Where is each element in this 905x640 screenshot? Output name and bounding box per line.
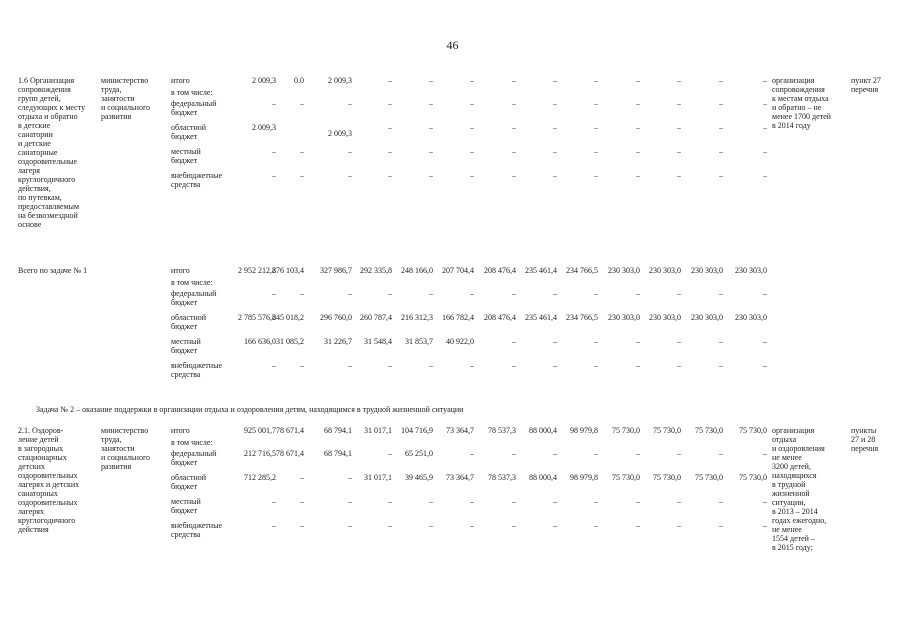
funding-value-cell: – <box>763 171 767 180</box>
funding-value-cell: 75 730,0 <box>739 473 767 482</box>
funding-value-cell: – <box>300 99 304 108</box>
funding-source-label: внебюджетные средства <box>171 171 222 189</box>
funding-value-cell: – <box>553 449 557 458</box>
funding-source-label: внебюджетные средства <box>171 521 222 539</box>
funding-value-cell: 216 312,3 <box>401 313 433 322</box>
funding-value-cell: – <box>677 521 681 530</box>
funding-value-cell: – <box>594 337 598 346</box>
funding-value-cell: – <box>348 361 352 370</box>
funding-value-cell: – <box>512 76 516 85</box>
funding-value-cell: – <box>763 76 767 85</box>
funding-value-cell: – <box>763 337 767 346</box>
funding-value-cell: – <box>763 497 767 506</box>
funding-value-cell: 230 303,0 <box>608 266 640 275</box>
funding-value-cell: – <box>272 99 276 108</box>
funding-value-cell: – <box>300 497 304 506</box>
funding-value-cell: 276 103,4 <box>272 266 304 275</box>
funding-value-cell: – <box>388 99 392 108</box>
funding-value-cell: – <box>553 337 557 346</box>
funding-value-cell: – <box>388 147 392 156</box>
measure-name: Всего по задаче № 1 <box>18 266 88 275</box>
funding-value-cell: 235 461,4 <box>525 313 557 322</box>
funding-value-cell: 230 303,0 <box>649 313 681 322</box>
funding-source-label: федеральный бюджет <box>171 449 217 467</box>
funding-value-cell: – <box>512 521 516 530</box>
funding-value-cell: – <box>636 289 640 298</box>
funding-value-cell: 65 251,0 <box>405 449 433 458</box>
funding-value-cell: – <box>429 497 433 506</box>
funding-value-cell: – <box>429 361 433 370</box>
funding-value-cell: – <box>553 497 557 506</box>
funding-value-cell: – <box>553 76 557 85</box>
funding-value-cell: – <box>719 147 723 156</box>
funding-value-cell: 31 017,1 <box>364 473 392 482</box>
funding-value-cell: 75 730,0 <box>653 473 681 482</box>
funding-value-cell: 31 548,4 <box>364 337 392 346</box>
funding-value-cell: 98 979,8 <box>570 473 598 482</box>
funding-value-cell: – <box>677 76 681 85</box>
funding-value-cell: – <box>470 123 474 132</box>
funding-value-cell: 31 853,7 <box>405 337 433 346</box>
funding-value-cell: 212 716,5 <box>244 449 276 458</box>
funding-value-cell: – <box>763 449 767 458</box>
funding-value-cell: – <box>677 147 681 156</box>
funding-value-cell: – <box>388 289 392 298</box>
funding-value-cell: 75 730,0 <box>612 473 640 482</box>
funding-value-cell: – <box>677 171 681 180</box>
funding-value-cell: – <box>512 171 516 180</box>
funding-source-label: итого <box>171 426 190 435</box>
funding-value-cell: 2 952 212,8 <box>238 266 276 275</box>
funding-value-cell: 88 000,4 <box>529 426 557 435</box>
funding-value-cell: – <box>636 361 640 370</box>
funding-value-cell: – <box>348 99 352 108</box>
task-2-heading: Задача № 2 – оказание поддержки в организации отдыха и оздоровления детям, находящимся в трудной жизненной ситуации <box>36 405 464 414</box>
funding-value-cell: – <box>388 449 392 458</box>
funding-value-cell: – <box>636 337 640 346</box>
funding-value-cell: – <box>677 361 681 370</box>
funding-value-cell: – <box>636 449 640 458</box>
measure-name: 2.1. Оздоров- ление детей в загородных стационарных детских оздоровительных лагерях и детских санаторных оздоровительных лагерях круглогодичного действия <box>18 426 80 534</box>
funding-value-cell: – <box>553 147 557 156</box>
funding-value-cell: – <box>348 473 352 482</box>
funding-value-cell: – <box>388 361 392 370</box>
funding-value-cell: – <box>677 123 681 132</box>
funding-value-cell: – <box>429 99 433 108</box>
funding-value-cell: – <box>636 497 640 506</box>
funding-value-cell: – <box>719 99 723 108</box>
funding-value-cell: – <box>272 361 276 370</box>
funding-value-cell: – <box>470 289 474 298</box>
funding-value-cell: – <box>763 99 767 108</box>
funding-value-cell: – <box>272 521 276 530</box>
funding-value-cell: 2 009,3 <box>252 123 276 132</box>
funding-value-cell: – <box>594 171 598 180</box>
funding-value-cell: – <box>512 289 516 298</box>
funding-value-cell: 234 766,5 <box>566 313 598 322</box>
funding-value-cell: – <box>348 497 352 506</box>
funding-value-cell: – <box>388 497 392 506</box>
funding-value-cell: 75 730,0 <box>612 426 640 435</box>
funding-value-cell: – <box>594 521 598 530</box>
funding-value-cell: – <box>470 521 474 530</box>
funding-value-cell: – <box>677 289 681 298</box>
funding-value-cell: – <box>300 473 304 482</box>
funding-value-cell: 2 009,3 <box>328 129 352 138</box>
funding-value-cell: – <box>719 497 723 506</box>
funding-value-cell: – <box>388 123 392 132</box>
funding-value-cell: – <box>594 449 598 458</box>
funding-value-cell: – <box>300 171 304 180</box>
funding-source-label: областной бюджет <box>171 313 207 331</box>
funding-value-cell: – <box>763 361 767 370</box>
funding-value-cell: 98 979,8 <box>570 426 598 435</box>
funding-source-label: внебюджетные средства <box>171 361 222 379</box>
funding-value-cell: 0.0 <box>294 76 304 85</box>
funding-value-cell: 73 364,7 <box>446 426 474 435</box>
funding-value-cell: – <box>470 171 474 180</box>
funding-value-cell: – <box>429 123 433 132</box>
funding-value-cell: – <box>553 361 557 370</box>
funding-value-cell: 88 000,4 <box>529 473 557 482</box>
funding-value-cell: – <box>677 449 681 458</box>
funding-value-cell: – <box>719 123 723 132</box>
funding-value-cell: 2 009,3 <box>328 76 352 85</box>
funding-value-cell: 208 476,4 <box>484 313 516 322</box>
funding-value-cell: – <box>512 147 516 156</box>
funding-value-cell: – <box>719 361 723 370</box>
funding-value-cell: – <box>348 289 352 298</box>
funding-value-cell: – <box>763 123 767 132</box>
funding-value-cell: 230 303,0 <box>735 313 767 322</box>
funding-value-cell: 235 461,4 <box>525 266 557 275</box>
funding-value-cell: – <box>594 361 598 370</box>
funding-value-cell: 230 303,0 <box>735 266 767 275</box>
funding-value-cell: – <box>272 171 276 180</box>
expected-result: организация сопровождения к местам отдыха и обратно – не менее 1700 детей в 2014 году <box>772 76 831 130</box>
funding-value-cell: – <box>512 337 516 346</box>
funding-source-label: в том числе: <box>171 438 213 447</box>
funding-value-cell: 31 085,2 <box>276 337 304 346</box>
funding-value-cell: 68 794,1 <box>324 449 352 458</box>
funding-value-cell: 292 335,8 <box>360 266 392 275</box>
funding-value-cell: – <box>300 289 304 298</box>
funding-value-cell: – <box>512 99 516 108</box>
funding-value-cell: – <box>636 123 640 132</box>
funding-value-cell: – <box>348 171 352 180</box>
funding-value-cell: 2 009,3 <box>252 76 276 85</box>
executor: министерство труда, занятости и социального развития <box>101 426 151 471</box>
funding-value-cell: 327 986,7 <box>320 266 352 275</box>
funding-value-cell: 166 782,4 <box>442 313 474 322</box>
funding-value-cell: 31 226,7 <box>324 337 352 346</box>
funding-value-cell: 68 794,1 <box>324 426 352 435</box>
funding-value-cell: 78 671,4 <box>276 449 304 458</box>
funding-value-cell: – <box>429 76 433 85</box>
funding-value-cell: – <box>300 361 304 370</box>
funding-value-cell: – <box>719 76 723 85</box>
funding-value-cell: 207 704,4 <box>442 266 474 275</box>
funding-value-cell: 75 730,0 <box>695 426 723 435</box>
funding-value-cell: – <box>300 521 304 530</box>
funding-value-cell: – <box>470 99 474 108</box>
funding-source-label: итого <box>171 266 190 275</box>
funding-value-cell: – <box>512 123 516 132</box>
funding-value-cell: – <box>429 171 433 180</box>
funding-value-cell: 245 018,2 <box>272 313 304 322</box>
funding-value-cell: – <box>636 147 640 156</box>
funding-value-cell: – <box>348 521 352 530</box>
funding-value-cell: – <box>594 76 598 85</box>
funding-value-cell: – <box>429 289 433 298</box>
funding-value-cell: 73 364,7 <box>446 473 474 482</box>
funding-value-cell: – <box>636 521 640 530</box>
funding-source-label: местный бюджет <box>171 497 201 515</box>
funding-value-cell: 39 465,9 <box>405 473 433 482</box>
expected-result: организация отдыха и оздоровления не менее 3200 детей, находящихся в трудной жизненной ситуации, в 2013 – 2014 годах ежегодно, не менее 1554 детей – в 2015 году; <box>772 426 827 552</box>
funding-value-cell: – <box>388 171 392 180</box>
list-item-reference: пункт 27 перечня <box>851 76 881 94</box>
measure-name: 1.6 Организация сопровождения групп детей, следующих к месту отдыха и обратно в детские санатории и детские санаторные оздоровительные лагеря круглогодичного действия, по путевкам, предоставляемым на безвозмездной основе <box>18 76 86 229</box>
funding-value-cell: 78 671,4 <box>276 426 304 435</box>
funding-value-cell: – <box>512 361 516 370</box>
funding-source-label: итого <box>171 76 190 85</box>
funding-value-cell: 230 303,0 <box>691 266 723 275</box>
funding-value-cell: – <box>594 289 598 298</box>
funding-value-cell: – <box>719 289 723 298</box>
funding-value-cell: – <box>470 76 474 85</box>
funding-value-cell: – <box>553 521 557 530</box>
funding-value-cell: 230 303,0 <box>608 313 640 322</box>
funding-value-cell: – <box>594 497 598 506</box>
funding-value-cell: – <box>763 147 767 156</box>
funding-value-cell: 208 476,4 <box>484 266 516 275</box>
funding-source-label: местный бюджет <box>171 147 201 165</box>
funding-value-cell: – <box>553 123 557 132</box>
funding-value-cell: – <box>763 521 767 530</box>
funding-source-label: федеральный бюджет <box>171 289 217 307</box>
funding-value-cell: – <box>594 99 598 108</box>
funding-value-cell: – <box>553 289 557 298</box>
funding-value-cell: 230 303,0 <box>691 313 723 322</box>
funding-value-cell: – <box>470 449 474 458</box>
executor: министерство труда, занятости и социального развития <box>101 76 151 121</box>
funding-value-cell: – <box>719 337 723 346</box>
funding-value-cell: – <box>470 147 474 156</box>
funding-source-label: в том числе: <box>171 88 213 97</box>
funding-value-cell: – <box>594 123 598 132</box>
funding-value-cell: 166 636,0 <box>244 337 276 346</box>
funding-source-label: местный бюджет <box>171 337 201 355</box>
funding-value-cell: – <box>272 289 276 298</box>
funding-value-cell: 248 166,0 <box>401 266 433 275</box>
funding-value-cell: 2 785 576,8 <box>238 313 276 322</box>
funding-value-cell: 296 760,0 <box>320 313 352 322</box>
funding-value-cell: – <box>594 147 598 156</box>
funding-value-cell: – <box>388 76 392 85</box>
funding-value-cell: – <box>429 521 433 530</box>
funding-value-cell: – <box>272 147 276 156</box>
funding-value-cell: – <box>719 521 723 530</box>
funding-value-cell: 712 285,2 <box>244 473 276 482</box>
funding-value-cell: – <box>677 99 681 108</box>
funding-value-cell: – <box>470 497 474 506</box>
funding-value-cell: 78 537,3 <box>488 473 516 482</box>
funding-source-label: областной бюджет <box>171 123 207 141</box>
funding-value-cell: 78 537,3 <box>488 426 516 435</box>
funding-source-label: федеральный бюджет <box>171 99 217 117</box>
funding-value-cell: – <box>272 497 276 506</box>
page-number: 46 <box>446 38 459 52</box>
funding-value-cell: 260 787,4 <box>360 313 392 322</box>
funding-value-cell: – <box>388 521 392 530</box>
funding-source-label: в том числе: <box>171 278 213 287</box>
funding-value-cell: 40 922,0 <box>446 337 474 346</box>
funding-value-cell: 925 001,7 <box>244 426 276 435</box>
funding-value-cell: – <box>348 147 352 156</box>
funding-value-cell: – <box>636 99 640 108</box>
funding-value-cell: – <box>719 449 723 458</box>
funding-value-cell: – <box>512 449 516 458</box>
funding-value-cell: 230 303,0 <box>649 266 681 275</box>
funding-value-cell: – <box>553 99 557 108</box>
funding-value-cell: – <box>763 289 767 298</box>
funding-value-cell: 75 730,0 <box>739 426 767 435</box>
funding-value-cell: – <box>470 361 474 370</box>
funding-value-cell: – <box>553 171 557 180</box>
funding-value-cell: 234 766,5 <box>566 266 598 275</box>
list-item-reference: пункты 27 и 28 перечня <box>851 426 879 453</box>
funding-value-cell: – <box>429 147 433 156</box>
funding-value-cell: – <box>719 171 723 180</box>
funding-value-cell: – <box>512 497 516 506</box>
funding-value-cell: 31 017,1 <box>364 426 392 435</box>
funding-value-cell: – <box>636 76 640 85</box>
funding-value-cell: 75 730,0 <box>653 426 681 435</box>
funding-source-label: областной бюджет <box>171 473 207 491</box>
funding-value-cell: – <box>677 497 681 506</box>
funding-value-cell: – <box>300 147 304 156</box>
funding-value-cell: 104 716,9 <box>401 426 433 435</box>
funding-value-cell: – <box>677 337 681 346</box>
funding-value-cell: – <box>636 171 640 180</box>
funding-value-cell: 75 730,0 <box>695 473 723 482</box>
